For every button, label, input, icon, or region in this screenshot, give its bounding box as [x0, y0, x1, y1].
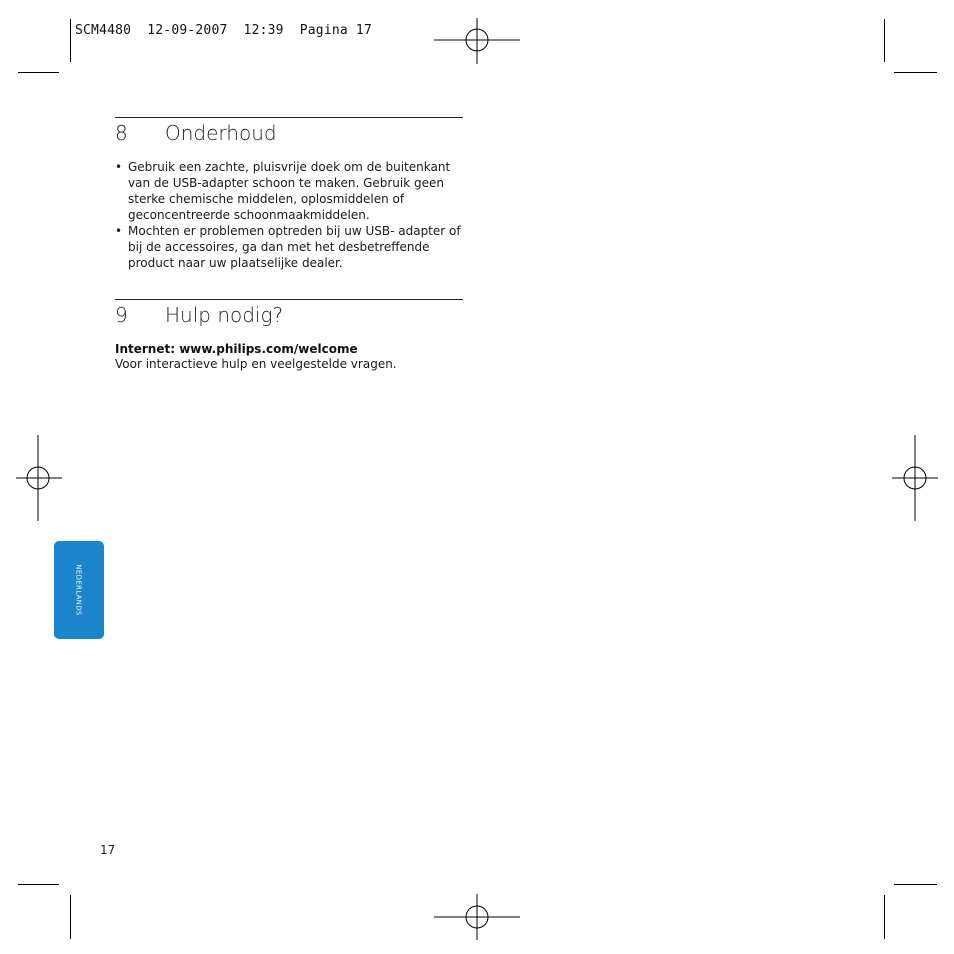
help-description: Voor interactieve hulp en veelgestelde vragen.	[115, 357, 397, 371]
section-8-title: Onderhoud	[165, 121, 277, 145]
page-number: 17	[100, 843, 116, 857]
registration-mark-bottom-icon	[434, 894, 520, 940]
section-8-number: 8	[115, 121, 128, 145]
list-item: • Mochten er problemen optreden bij uw USB- adapter of bij de accessoires, ga dan met het desbetreffende product naar uw plaatselijke dealer.	[115, 223, 465, 271]
crop-mark-bottom-left-h	[18, 884, 59, 885]
language-tab	[54, 541, 104, 639]
registration-mark-top-icon	[434, 18, 520, 64]
list-item: • Gebruik een zachte, pluisvrije doek om de buitenkant van de USB-adapter schoon te maken. Gebruik geen sterke chemische middelen, oplosmiddelen of geconcentreerde schoonmaakmiddelen.	[115, 159, 465, 223]
registration-mark-left-icon	[16, 435, 62, 521]
section-9-rule	[115, 299, 463, 300]
crop-mark-top-left-h	[18, 72, 59, 73]
crop-mark-bottom-right-h	[894, 884, 937, 885]
section-9-title: Hulp nodig?	[165, 303, 284, 327]
section-8-rule	[115, 117, 463, 118]
crop-mark-top-left-v	[70, 19, 71, 62]
section-9-number: 9	[115, 303, 128, 327]
print-header: SCM4480 12-09-2007 12:39 Pagina 17	[75, 23, 372, 38]
registration-mark-right-icon	[892, 435, 938, 521]
crop-mark-bottom-left-v	[70, 895, 71, 939]
language-tab-label: NEDERLANDS	[75, 564, 84, 616]
maintenance-list	[115, 159, 465, 271]
crop-mark-top-right-h	[894, 72, 937, 73]
crop-mark-bottom-right-v	[884, 895, 885, 939]
crop-mark-top-right-v	[884, 19, 885, 62]
internet-link[interactable]: Internet: www.philips.com/welcome	[115, 342, 358, 356]
